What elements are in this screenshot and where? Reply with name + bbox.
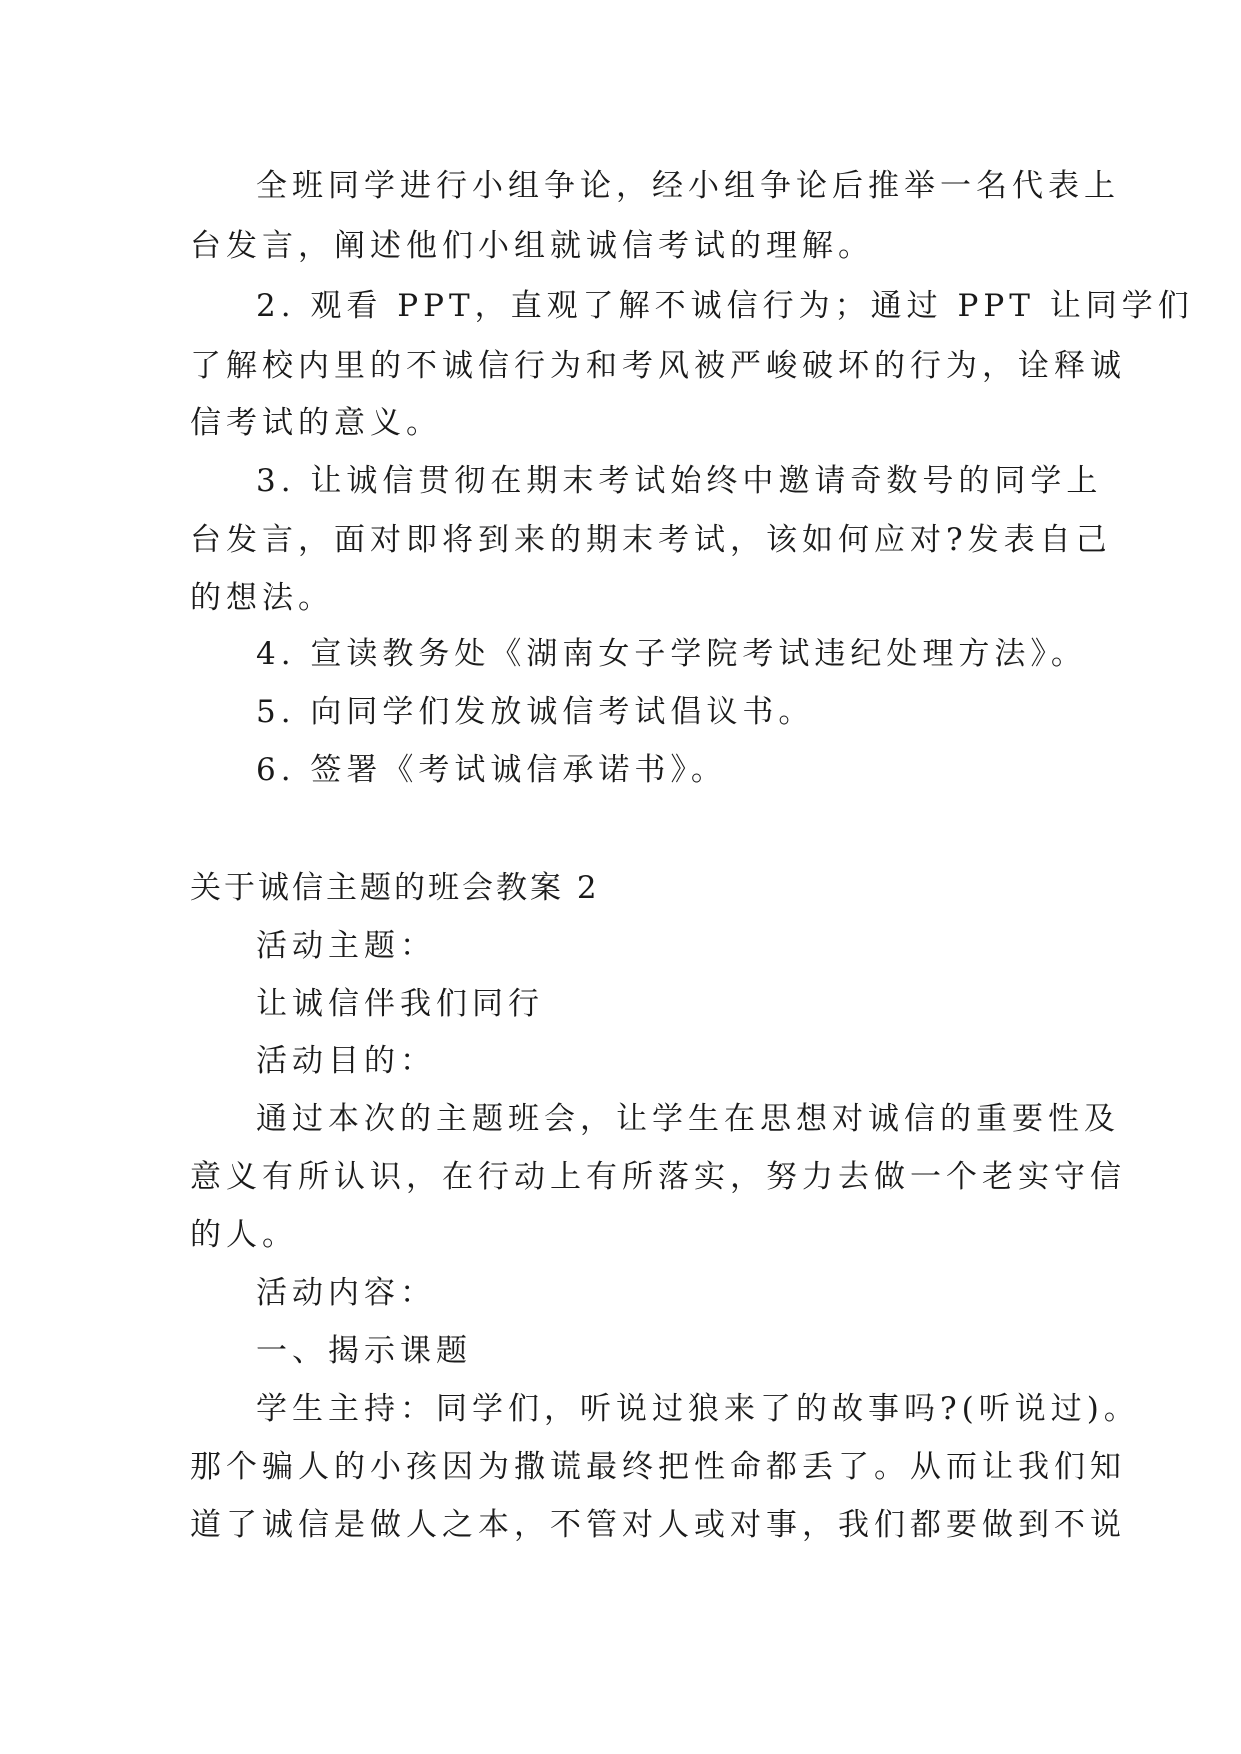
- paragraph-line: 道了诚信是做人之本，不管对人或对事，我们都要做到不说: [190, 1507, 1126, 1543]
- paragraph-line: 的想法。: [190, 580, 334, 616]
- paragraph-line: 了解校内里的不诚信行为和考风被严峻破坏的行为，诠释诚: [190, 348, 1126, 384]
- paragraph-line: 全班同学进行小组争论，经小组争论后推举一名代表上: [256, 168, 1120, 204]
- paragraph-line: 3. 让诚信贯彻在期末考试始终中邀请奇数号的同学上: [256, 463, 1103, 499]
- paragraph-line: 信考试的意义。: [190, 405, 442, 441]
- paragraph-line: 活动内容：: [256, 1275, 436, 1311]
- paragraph-line: 活动主题：: [256, 928, 436, 964]
- paragraph-line: 通过本次的主题班会，让学生在思想对诚信的重要性及: [256, 1101, 1120, 1137]
- paragraph-line: 那个骗人的小孩因为撒谎最终把性命都丢了。从而让我们知: [190, 1449, 1126, 1485]
- paragraph-line: 学生主持：同学们，听说过狼来了的故事吗?(听说过)。: [256, 1391, 1140, 1427]
- paragraph-line: 的人。: [190, 1217, 298, 1253]
- paragraph-line: 6. 签署《考试诚信承诺书》。: [256, 752, 727, 788]
- paragraph-line: 2. 观看 PPT，直观了解不诚信行为；通过 PPT 让同学们: [256, 288, 1194, 324]
- paragraph-line: 意义有所认识，在行动上有所落实，努力去做一个老实守信: [190, 1159, 1126, 1195]
- paragraph-line: 一、揭示课题: [256, 1333, 472, 1369]
- paragraph-line: 活动目的：: [256, 1043, 436, 1079]
- paragraph-line: 台发言，阐述他们小组就诚信考试的理解。: [190, 228, 874, 264]
- paragraph-line: 4. 宣读教务处《湖南女子学院考试违纪处理方法》。: [256, 636, 1087, 672]
- paragraph-line: 台发言，面对即将到来的期末考试，该如何应对?发表自己: [190, 522, 1112, 558]
- paragraph-line: 让诚信伴我们同行: [256, 986, 544, 1022]
- section-heading: 关于诚信主题的班会教案 2: [190, 870, 600, 906]
- paragraph-line: 5. 向同学们发放诚信考试倡议书。: [256, 694, 815, 730]
